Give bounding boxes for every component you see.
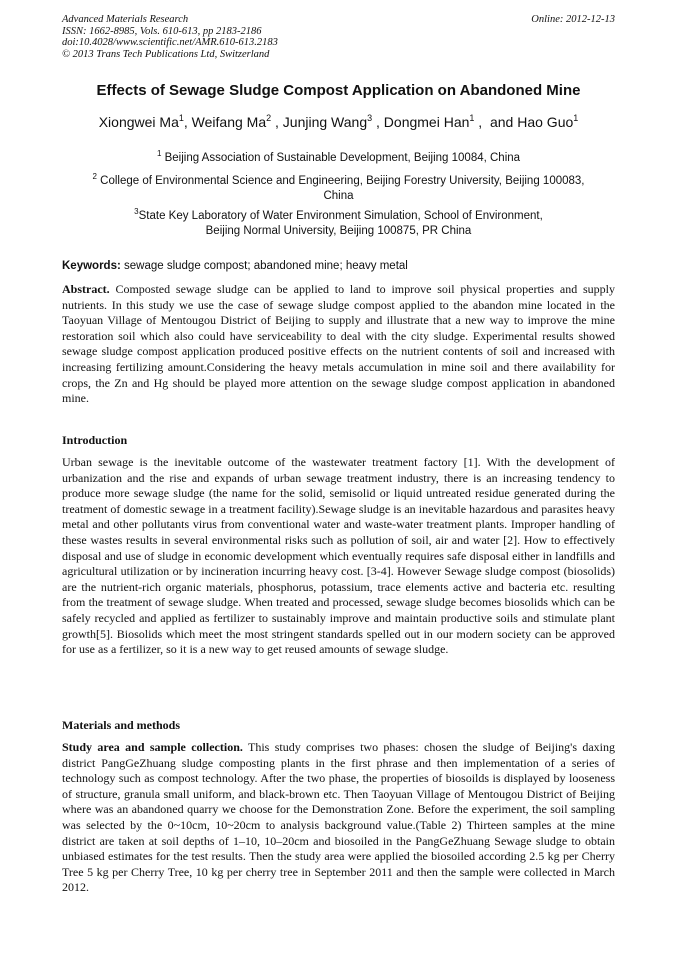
- affiliation-text: Beijing Association of Sustainable Development, Beijing 10084, China: [164, 152, 521, 164]
- author-sup: 2: [266, 113, 272, 123]
- author-sep: ,: [183, 114, 192, 130]
- methods-body: [62, 740, 615, 896]
- affiliation-2: [62, 174, 615, 204]
- abstract-label: Abstract.: [62, 282, 110, 296]
- affiliation-text: College of Environmental Science and Engineering, Beijing Forestry University, Beijing 100083,: [100, 175, 585, 187]
- affiliation-text-cont: China: [323, 190, 354, 202]
- methods-label: Study area and sample collection.: [62, 740, 243, 754]
- author-sup: 3: [367, 113, 373, 123]
- author-name: Weifang Ma: [191, 114, 267, 130]
- author-name: Xiongwei Ma: [98, 114, 179, 130]
- methods-text: This study comprises two phases: chosen the sludge of Beijing's daxing district PangGeZhuang sludge composting plants in the first phrase and then implementation of a series of technology such as compost technology. After the two phase, the properties of biosoilds is displayed by looseness of structure, granula small uniform, and black-brown etc. Then Taoyuan Village of Mentougou District of Beijing where was an abandoned quarry we choose for the Demonstration Zone. Before the experiment, the soil sampling was selected by the 0~10cm, 10~20cm to analysis background value.(Table 2) Thirteen samples at the mine district are taken at soil depths of 1–10, 10–20cm and biosoiled in the PangGeZhuang Sewage sludge to obtain unbiased estimates for the test results. Then the study area were applied the biosoiled according 2.5 kg per Cherry Tree 5 kg per Cherry Tree, 10 kg per cherry tree in September 2011 and then the sample were collected in March 2012.: [62, 740, 616, 895]
- author-name: Junjing Wang: [282, 114, 368, 130]
- keywords: [62, 259, 615, 274]
- author-list: [62, 113, 615, 131]
- author-sup: 1: [469, 113, 475, 123]
- author-sep: ,: [271, 114, 283, 130]
- copyright-line: © 2013 Trans Tech Publications Ltd, Switzerland: [62, 48, 270, 60]
- keywords-label: Keywords:: [62, 260, 121, 272]
- issn-line: ISSN: 1662-8985, Vols. 610-613, pp 2183-2186: [62, 25, 262, 37]
- paper-title: Effects of Sewage Sludge Compost Application on Abandoned Mine: [96, 82, 581, 99]
- introduction-body: Urban sewage is the inevitable outcome of the wastewater treatment factory [1]. With the development of urbanization and the rise and expands of urban sewage treatment industry, there is an increasing tendency to produce more sewage sludge (the name for the solid, semisolid or liquid untreated residue generated during the treatment of domestic sewage in a treatment facility).Sewage sludge is an inevitable hazardous and parasites heavy metal and other pollutants virus from conventional water and waste-water treatment plants. Improper handling of these wastes results in several environmental risks such as pollution of soil, air and water [2]. How to effectively disposal and use of sludge in economic development which eventually requires safe disposal either in landfills and agricultural utilization or by incineration incurring heavy cost. [3-4]. However Sewage sludge compost (biosolids) are the nutrient-rich organic materials, phosphorus, potassium, trace elements active and bacteria etc. resulting from the treatment of sewage sludge. When treated and processed, sewage sludge becomes biosolids which can be safely recycled and applied as fertilizer to sustainably improve and maintain productive soils and stimulate plant growth[5]. Biosolids which meet the most stringent standards spelled out in our modern society can be approved for use as a fertilizer, so it is a new way to get reused amounts of sewage sludge.: [62, 455, 615, 657]
- author-name: Dongmei Han: [383, 114, 470, 130]
- affiliation-1: [62, 151, 615, 166]
- keywords-text: sewage sludge compost; abandoned mine; heavy metal: [124, 260, 408, 272]
- affiliation-3: [62, 209, 615, 239]
- introduction-heading: Introduction: [62, 433, 128, 447]
- affiliation-sup: 3: [134, 207, 139, 216]
- affiliation-text-cont: Beijing Normal University, Beijing 100875, PR China: [205, 225, 472, 237]
- journal-header: [62, 14, 278, 60]
- affiliation-text: State Key Laboratory of Water Environment Simulation, School of Environment,: [138, 210, 543, 222]
- author-name: Hao Guo: [517, 114, 574, 130]
- doi-line[interactable]: doi:10.4028/www.scientific.net/AMR.610-613.2183: [62, 37, 278, 48]
- online-date: Online: 2012-12-13: [531, 14, 615, 25]
- methods-heading: Materials and methods: [62, 718, 180, 732]
- affiliation-sup: 2: [92, 172, 97, 181]
- author-sep: , and: [474, 114, 518, 130]
- abstract-text: Composted sewage sludge can be applied to land to improve soil physical properties and supply nutrients. In this study we use the case of sewage sludge compost applied to the abandon mine located in the Taoyuan Village of Mentougou District of Beijing to supply and illustrate that a new way to improve the mine restoration soil which also could have serviceability to deal with the city sludge. Experimental results showed sewage sludge compost application produced positive effects on the nutrient contents of soil and increased with increasing fertilizing amount.Considering the heavy metals accumulation in mine soil and there availability for crops, the Zn and Hg should be played more attention on the sewage sludge compost application in abandoned mine.: [62, 282, 616, 406]
- abstract: [62, 282, 615, 407]
- affiliation-sup: 1: [156, 149, 162, 158]
- author-sep: ,: [372, 114, 384, 130]
- journal-name: Advanced Materials Research: [62, 14, 189, 25]
- author-sup: 1: [573, 113, 579, 123]
- author-sup: 1: [178, 113, 184, 123]
